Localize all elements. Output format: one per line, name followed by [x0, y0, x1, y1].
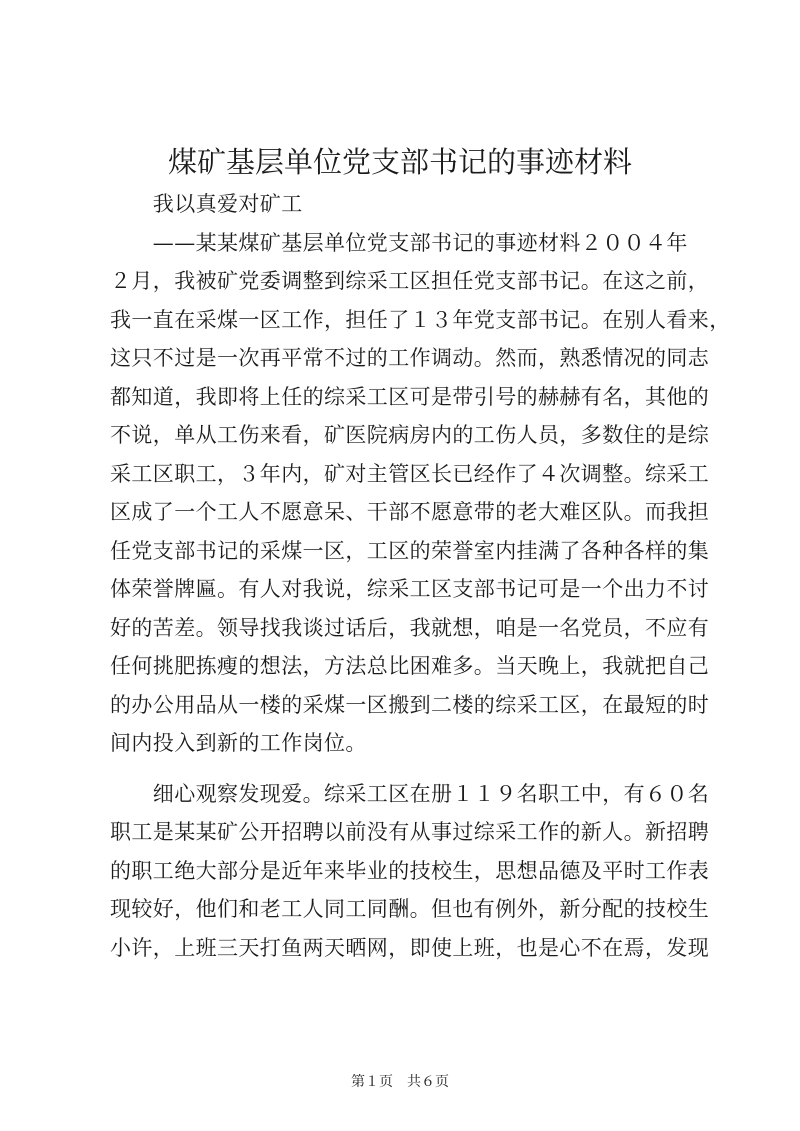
text-line: ２月，我被矿党委调整到综采工区担任党支部书记。在这之前，: [110, 269, 710, 293]
text-line: ——某某煤矿基层单位党支部书记的事迹材料２００４年: [110, 230, 688, 255]
text-line: 现较好，他们和老工人同工同酬。但也有例外，新分配的技校生: [110, 897, 710, 921]
page-footer: 第１页 共６页: [351, 1074, 449, 1090]
document-title: 煤矿基层单位党支部书记的事迹材料: [167, 145, 632, 179]
paragraph-gap: [110, 763, 702, 775]
text-line: 的办公用品从一楼的采煤一区搬到二楼的综采工区，在最短的时: [110, 692, 710, 717]
text-line: 间内投入到新的工作岗位。: [110, 731, 367, 755]
text-line: 小许，上班三天打鱼两天晒网，即使上班，也是心不在焉，发现: [110, 935, 710, 960]
document-body: [110, 185, 731, 967]
text-line: 都知道，我即将上任的综采工区可是带引号的赫赫有名，其他的: [110, 384, 710, 409]
text-line: 我一直在采煤一区工作，担任了１３年党支部书记。在别人看来，: [110, 307, 731, 332]
paragraph-1: [110, 185, 731, 763]
text-line: 不说，单从工伤来看，矿医院病房内的工伤人员，多数住的是综: [110, 423, 710, 447]
text-line: 好的苦差。领导找我谈过话后，我就想，咱是一名党员，不应有: [110, 615, 710, 640]
text-line: 区成了一个工人不愿意呆、干部不愿意带的老大难区队。而我担: [110, 500, 710, 524]
text-line: 细心观察发现爱。综采工区在册１１９名职工中，有６０名: [110, 781, 710, 806]
text-line: 任党支部书记的采煤一区，工区的荣誉室内挂满了各种各样的集: [110, 538, 710, 563]
text-line: 职工是某某矿公开招聘以前没有从事过综采工作的新人。新招聘: [110, 820, 710, 844]
text-line: 任何挑肥拣瘦的想法，方法总比困难多。当天晚上，我就把自己: [110, 654, 710, 678]
text-line: 我以真爱对矿工: [110, 192, 303, 216]
text-line: 体荣誉牌匾。有人对我说，综采工区支部书记可是一个出力不讨: [110, 577, 710, 601]
text-line: 这只不过是一次再平常不过的工作调动。然而，熟悉情况的同志: [110, 346, 710, 370]
text-line: 采工区职工，３年内，矿对主管区长已经作了４次调整。综采工: [110, 461, 710, 486]
paragraph-2: [110, 775, 710, 968]
text-line: 的职工绝大部分是近年来毕业的技校生，思想品德及平时工作表: [110, 858, 710, 883]
